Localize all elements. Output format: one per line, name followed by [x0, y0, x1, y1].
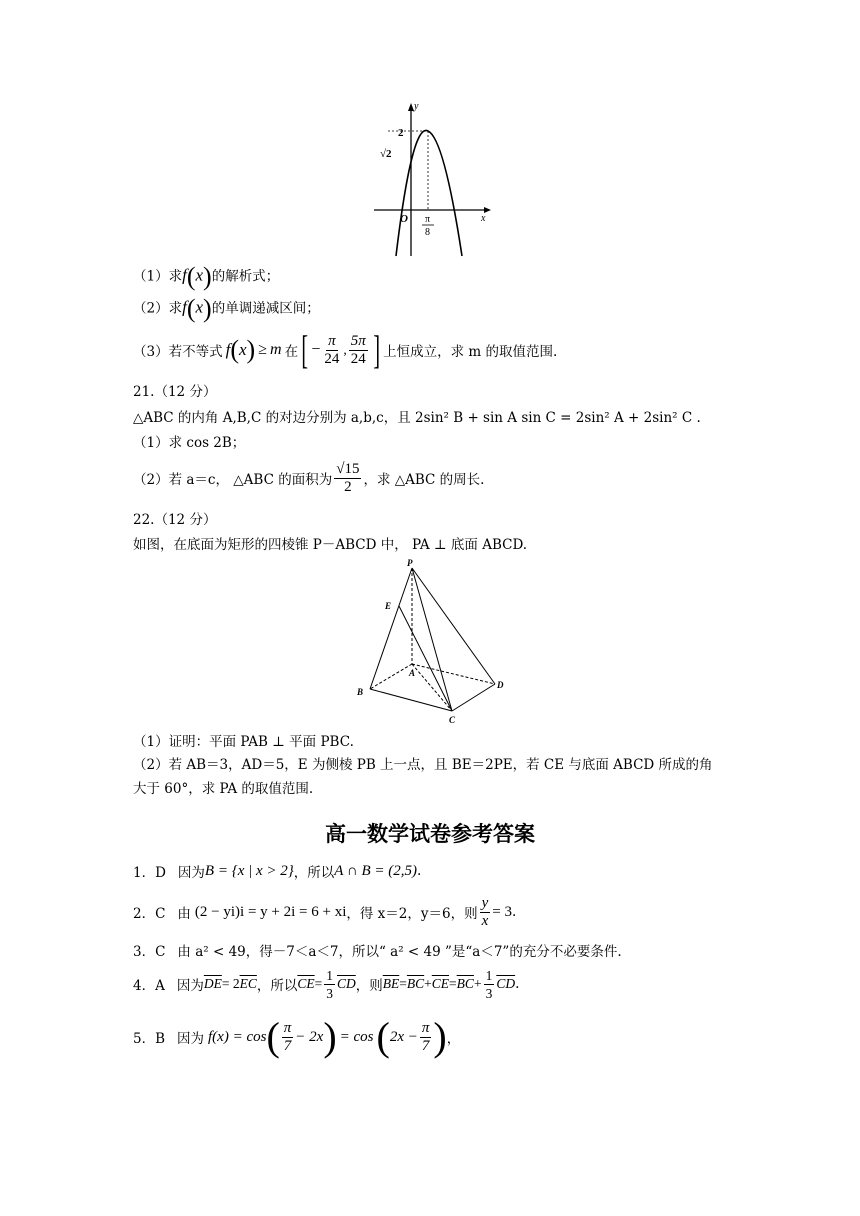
label-P: P: [407, 558, 413, 568]
q22-header: 22.（12 分）: [133, 512, 217, 528]
label-D: D: [497, 680, 504, 690]
tick-sqrt2: √2: [380, 148, 392, 160]
tick-8: 8: [425, 227, 430, 238]
answer-5: 5．B 因为 f(x) = cos ( $\frac{\pi}{7}$ − 2x ) = cos ( 2x − $\frac{\pi}{7}$ ) ，: [133, 1014, 461, 1059]
answer-1: 1．D 因为 B = {x | x > 2} ，所以 A ∩ B = (2,5) .: [133, 862, 422, 881]
label-B: B: [357, 687, 364, 697]
edge-BC: [370, 689, 452, 711]
q21-header: 21.（12 分）: [133, 384, 217, 400]
answer-3: 3．C 由 a² < 49，得－7＜a＜7，所以“ a² < 49 ”是“a＜7”的充分不必要条件.: [133, 944, 622, 960]
q20-part2: （2）求f(x)的单调递减区间；: [133, 294, 320, 323]
q21-part2: （2）若 a＝c， △ABC 的面积为 $\frac{√15}{2}$ ，求 △ABC 的周长.: [133, 460, 485, 495]
q20-part3: （3）若不等式 f ( x ) ≥ m 在 [ − $\frac{\pi}{24}$ , $\frac{5\pi}{24}$ ] 上恒成立，求 m 的取值范围.: [133, 327, 558, 372]
label-E: E: [385, 601, 392, 611]
q22-part1: （1）证明：平面 PAB ⊥ 平面 PBC.: [133, 734, 354, 750]
segment-EC: [399, 606, 452, 711]
q22-part2-line1: （2）若 AB＝3，AD＝5，E 为侧棱 PB 上一点，且 BE＝2PE，若 CE 与底面 ABCD 所成的角: [133, 757, 713, 773]
q20-part1: （1）求f(x)的解析式；: [133, 262, 280, 291]
x-label: x: [481, 213, 486, 224]
q21-part1: （1）求 cos 2B；: [133, 435, 246, 451]
edge-PC: [412, 568, 452, 711]
q22-statement: 如图，在底面为矩形的四棱锥 P－ABCD 中， PA ⊥ 底面 ABCD.: [133, 537, 528, 553]
origin-label: O: [400, 213, 408, 225]
q22-part2-line2: 大于 60°，求 PA 的取值范围.: [133, 781, 314, 797]
answer-2: 2．C 由 (2 − yi)i = y + 2i = 6 + xi ，得 x＝2，y＝6，则 $\frac{y}{x}$ = 3 .: [133, 894, 517, 929]
label-C: C: [449, 715, 456, 725]
answers-title: 高一数学试卷参考答案: [325, 822, 535, 846]
label-A: A: [409, 668, 416, 678]
pyramid-figure: [352, 556, 512, 726]
edge-PB: [370, 568, 412, 689]
edge-CD: [452, 684, 495, 711]
function-graph-figure: [368, 100, 493, 260]
tick-2: 2: [398, 127, 404, 139]
tick-pi: π: [425, 214, 431, 225]
answer-4: 4．A 因为 $\overline{DE}$ = 2 $\overline{EC}$ ，所以 $\overline{CE}$ = $\frac{1}{3}$ $\overline{CD}$ ，则 $\overline{BE}$ = $\overline{BC}$ + $\overline{CE}$ = $\overline{BC}$ + $\frac{1}{3}$ $\overline{CD}$ .: [133, 967, 520, 1001]
q21-statement: △ABC 的内角 A,B,C 的对边分别为 a,b,c，且 2sin² B + sin A sin C = 2sin² A + 2sin² C .: [133, 410, 701, 426]
y-label: y: [414, 101, 419, 112]
edge-AB: [370, 664, 412, 689]
